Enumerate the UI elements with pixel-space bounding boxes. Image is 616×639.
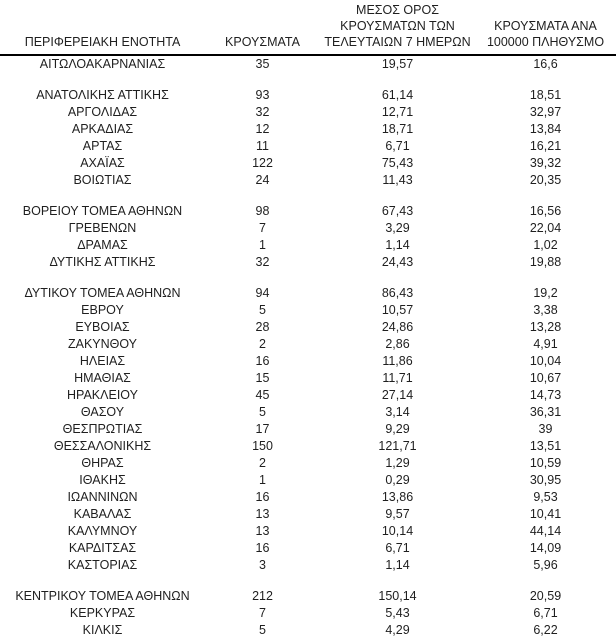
cell-cases-per-100k: 6,71 bbox=[533, 606, 558, 620]
column-header-regional-unit bbox=[0, 2, 205, 55]
table-row bbox=[0, 87, 616, 104]
cell-7day-average: 11,86 bbox=[382, 354, 413, 368]
cell-cases: 122 bbox=[252, 156, 273, 170]
cell-cases-per-100k: 20,59 bbox=[529, 589, 562, 603]
table-row bbox=[0, 237, 616, 254]
cell-7day-average: 86,43 bbox=[381, 286, 414, 300]
cell-cases: 15 bbox=[255, 371, 270, 385]
cell-cases-per-100k: 10,59 bbox=[529, 456, 562, 470]
cell-cases: 17 bbox=[255, 422, 270, 436]
cell-7day-average: 10,57 bbox=[381, 303, 414, 317]
table-row bbox=[0, 472, 616, 489]
cell-cases-per-100k: 30,95 bbox=[529, 473, 562, 487]
cell-regional-unit: ΘΑΣΟΥ bbox=[80, 405, 125, 419]
cell-regional-unit: ΖΑΚΥΝΘΟΥ bbox=[67, 337, 138, 351]
cell-regional-unit: ΗΡΑΚΛΕΙΟΥ bbox=[67, 388, 138, 402]
table-row bbox=[0, 121, 616, 138]
group-spacer-cell bbox=[0, 574, 616, 588]
cell-7day-average: 12,71 bbox=[381, 105, 414, 119]
cell-7day-average: 150,14 bbox=[378, 589, 417, 603]
table-row bbox=[0, 104, 616, 121]
cell-cases: 7 bbox=[259, 221, 266, 235]
cell-cases-per-100k: 10,41 bbox=[529, 507, 562, 521]
cell-7day-average: 9,29 bbox=[385, 422, 410, 436]
cell-regional-unit: ΔΥΤΙΚΟΥ ΤΟΜΕΑ ΑΘΗΝΩΝ bbox=[24, 286, 181, 300]
table-row bbox=[0, 421, 616, 438]
group-spacer-row bbox=[0, 189, 616, 203]
cell-regional-unit: ΑΝΑΤΟΛΙΚΗΣ ΑΤΤΙΚΗΣ bbox=[36, 88, 169, 102]
cell-regional-unit: ΚΕΡΚΥΡΑΣ bbox=[69, 606, 136, 620]
cell-cases-per-100k: 20,35 bbox=[529, 173, 562, 187]
column-header-cases-per-100k-line-1: ΚΡΟΥΣΜΑΤΑ ΑΝΑ bbox=[494, 19, 597, 33]
cell-cases-per-100k: 13,51 bbox=[529, 439, 562, 453]
cell-regional-unit: ΑΡΚΑΔΙΑΣ bbox=[71, 122, 134, 136]
cell-regional-unit: ΘΕΣΠΡΩΤΙΑΣ bbox=[62, 422, 143, 436]
cell-cases: 98 bbox=[255, 204, 270, 218]
column-header-cases-per-100k-line-2: 100000 ΠΛΗΘΥΣΜΟ bbox=[486, 35, 605, 49]
cell-7day-average: 6,71 bbox=[385, 541, 410, 555]
group-spacer-row bbox=[0, 73, 616, 87]
cell-cases: 94 bbox=[255, 286, 270, 300]
table-row bbox=[0, 557, 616, 574]
cell-cases-per-100k: 32,97 bbox=[529, 105, 562, 119]
table-row bbox=[0, 302, 616, 319]
cell-cases-per-100k: 6,22 bbox=[533, 623, 558, 637]
cell-regional-unit: ΚΑΡΔΙΤΣΑΣ bbox=[68, 541, 137, 555]
cell-regional-unit: ΑΡΓΟΛΙΔΑΣ bbox=[67, 105, 138, 119]
cell-cases: 93 bbox=[255, 88, 270, 102]
cell-cases-per-100k: 36,31 bbox=[529, 405, 562, 419]
cell-cases: 3 bbox=[259, 558, 266, 572]
cell-7day-average: 6,71 bbox=[385, 139, 410, 153]
cell-regional-unit: ΙΘΑΚΗΣ bbox=[79, 473, 126, 487]
cell-cases: 2 bbox=[259, 456, 266, 470]
cell-cases-per-100k: 3,38 bbox=[533, 303, 558, 317]
cell-cases: 16 bbox=[255, 354, 270, 368]
table-body bbox=[0, 55, 616, 639]
column-header-cases-label: ΚΡΟΥΣΜΑΤΑ bbox=[225, 35, 300, 49]
cell-regional-unit: ΑΧΑΪΑΣ bbox=[80, 156, 125, 170]
header-row bbox=[0, 2, 616, 55]
cell-7day-average: 3,14 bbox=[385, 405, 410, 419]
cell-regional-unit: ΑΡΤΑΣ bbox=[82, 139, 123, 153]
table-row bbox=[0, 55, 616, 73]
cell-7day-average: 121,71 bbox=[378, 439, 417, 453]
table-row bbox=[0, 540, 616, 557]
cell-regional-unit: ΚΕΝΤΡΙΚΟΥ ΤΟΜΕΑ ΑΘΗΝΩΝ bbox=[15, 589, 190, 603]
cell-7day-average: 1,14 bbox=[385, 558, 410, 572]
group-spacer-row bbox=[0, 271, 616, 285]
cell-cases: 13 bbox=[255, 507, 270, 521]
cell-regional-unit: ΚΑΒΑΛΑΣ bbox=[73, 507, 132, 521]
cell-7day-average: 27,14 bbox=[381, 388, 414, 402]
cell-regional-unit: ΑΙΤΩΛΟΑΚΑΡΝΑΝΙΑΣ bbox=[39, 57, 166, 71]
cell-regional-unit: ΚΙΛΚΙΣ bbox=[82, 623, 123, 637]
cell-cases: 7 bbox=[259, 606, 266, 620]
column-header-regional-unit-label: ΠΕΡΙΦΕΡΕΙΑΚΗ ΕΝΟΤΗΤΑ bbox=[24, 35, 181, 49]
cell-7day-average: 2,86 bbox=[385, 337, 410, 351]
cell-7day-average: 10,14 bbox=[381, 524, 414, 538]
cell-cases-per-100k: 13,84 bbox=[529, 122, 562, 136]
table-row bbox=[0, 254, 616, 271]
cell-cases-per-100k: 16,56 bbox=[529, 204, 562, 218]
cell-regional-unit: ΚΑΛΥΜΝΟΥ bbox=[67, 524, 138, 538]
cell-7day-average: 67,43 bbox=[381, 204, 414, 218]
cell-cases-per-100k: 44,14 bbox=[529, 524, 562, 538]
table-row bbox=[0, 155, 616, 172]
cases-by-regional-unit-table bbox=[0, 2, 616, 639]
table-row bbox=[0, 370, 616, 387]
cell-regional-unit: ΔΥΤΙΚΗΣ ΑΤΤΙΚΗΣ bbox=[49, 255, 156, 269]
table-row bbox=[0, 523, 616, 540]
cell-7day-average: 11,71 bbox=[382, 371, 413, 385]
cell-cases-per-100k: 14,09 bbox=[529, 541, 562, 555]
cell-7day-average: 1,14 bbox=[385, 238, 410, 252]
cell-cases: 13 bbox=[255, 524, 270, 538]
cell-7day-average: 11,43 bbox=[382, 173, 413, 187]
group-spacer-cell bbox=[0, 189, 616, 203]
cell-cases: 212 bbox=[252, 589, 273, 603]
cell-cases: 16 bbox=[255, 541, 270, 555]
table-row bbox=[0, 489, 616, 506]
cell-regional-unit: ΘΕΣΣΑΛΟΝΙΚΗΣ bbox=[53, 439, 152, 453]
cell-7day-average: 1,29 bbox=[385, 456, 410, 470]
group-spacer-cell bbox=[0, 73, 616, 87]
cell-regional-unit: ΕΒΡΟΥ bbox=[81, 303, 124, 317]
group-spacer-row bbox=[0, 574, 616, 588]
cell-cases: 150 bbox=[252, 439, 273, 453]
table-row bbox=[0, 220, 616, 237]
cell-regional-unit: ΕΥΒΟΙΑΣ bbox=[75, 320, 130, 334]
cell-regional-unit: ΔΡΑΜΑΣ bbox=[77, 238, 128, 252]
table-row bbox=[0, 622, 616, 639]
column-header-7day-average-line-3: ΤΕΛΕΥΤΑΙΩΝ 7 ΗΜΕΡΩΝ bbox=[324, 35, 471, 49]
cell-cases: 28 bbox=[255, 320, 270, 334]
cell-cases: 2 bbox=[259, 337, 266, 351]
cell-regional-unit: ΒΟΙΩΤΙΑΣ bbox=[73, 173, 132, 187]
cell-regional-unit: ΘΗΡΑΣ bbox=[81, 456, 124, 470]
cell-7day-average: 24,86 bbox=[381, 320, 414, 334]
cell-regional-unit: ΗΜΑΘΙΑΣ bbox=[74, 371, 131, 385]
column-header-cases-per-100k bbox=[475, 2, 616, 55]
column-header-7day-average-line-1: ΜΕΣΟΣ ΟΡΟΣ bbox=[356, 3, 439, 17]
cell-regional-unit: ΒΟΡΕΙΟΥ ΤΟΜΕΑ ΑΘΗΝΩΝ bbox=[22, 204, 183, 218]
table-header bbox=[0, 2, 616, 55]
group-spacer-cell bbox=[0, 271, 616, 285]
table-row bbox=[0, 336, 616, 353]
cell-cases: 5 bbox=[259, 405, 266, 419]
cell-7day-average: 3,29 bbox=[385, 221, 410, 235]
cell-7day-average: 24,43 bbox=[381, 255, 414, 269]
cell-cases-per-100k: 13,28 bbox=[529, 320, 562, 334]
cell-cases-per-100k: 4,91 bbox=[533, 337, 558, 351]
table-row bbox=[0, 387, 616, 404]
cell-cases-per-100k: 14,73 bbox=[529, 388, 562, 402]
cell-cases-per-100k: 16,21 bbox=[529, 139, 562, 153]
table-row bbox=[0, 404, 616, 421]
cell-cases: 12 bbox=[255, 122, 270, 136]
cell-7day-average: 0,29 bbox=[385, 473, 410, 487]
cell-cases: 1 bbox=[259, 238, 266, 252]
cell-cases-per-100k: 1,02 bbox=[533, 238, 558, 252]
cell-7day-average: 18,71 bbox=[381, 122, 414, 136]
table-row bbox=[0, 605, 616, 622]
cell-cases: 45 bbox=[255, 388, 270, 402]
cell-7day-average: 19,57 bbox=[381, 57, 414, 71]
cell-cases-per-100k: 19,88 bbox=[529, 255, 562, 269]
cell-7day-average: 9,57 bbox=[385, 507, 410, 521]
cell-cases-per-100k: 22,04 bbox=[529, 221, 562, 235]
cell-regional-unit: ΗΛΕΙΑΣ bbox=[79, 354, 126, 368]
cell-7day-average: 61,14 bbox=[381, 88, 414, 102]
table-row bbox=[0, 172, 616, 189]
cell-cases: 32 bbox=[255, 255, 270, 269]
table-row bbox=[0, 203, 616, 220]
cell-7day-average: 13,86 bbox=[381, 490, 414, 504]
table-row bbox=[0, 455, 616, 472]
column-header-cases bbox=[205, 2, 320, 55]
table-row bbox=[0, 506, 616, 523]
cell-cases: 16 bbox=[255, 490, 270, 504]
cell-cases-per-100k: 9,53 bbox=[533, 490, 558, 504]
table-row bbox=[0, 319, 616, 336]
cell-7day-average: 4,29 bbox=[385, 623, 410, 637]
cell-7day-average: 75,43 bbox=[381, 156, 414, 170]
cell-cases: 24 bbox=[255, 173, 270, 187]
table-row bbox=[0, 353, 616, 370]
cell-cases: 5 bbox=[259, 623, 266, 637]
table-row bbox=[0, 285, 616, 302]
cell-regional-unit: ΚΑΣΤΟΡΙΑΣ bbox=[67, 558, 138, 572]
cell-cases-per-100k: 16,6 bbox=[533, 57, 558, 71]
column-header-7day-average bbox=[320, 2, 475, 55]
cell-regional-unit: ΓΡΕΒΕΝΩΝ bbox=[68, 221, 137, 235]
cell-regional-unit: ΙΩΑΝΝΙΝΩΝ bbox=[67, 490, 138, 504]
cell-cases-per-100k: 39,32 bbox=[529, 156, 562, 170]
table-row bbox=[0, 138, 616, 155]
cell-7day-average: 5,43 bbox=[385, 606, 410, 620]
cell-cases-per-100k: 10,67 bbox=[529, 371, 562, 385]
column-header-7day-average-line-2: ΚΡΟΥΣΜΑΤΩΝ ΤΩΝ bbox=[340, 19, 455, 33]
cell-cases-per-100k: 39 bbox=[538, 422, 553, 436]
cell-cases: 32 bbox=[255, 105, 270, 119]
cell-cases: 11 bbox=[256, 139, 269, 153]
cell-cases-per-100k: 5,96 bbox=[533, 558, 558, 572]
cell-cases-per-100k: 19,2 bbox=[533, 286, 558, 300]
cell-cases: 1 bbox=[259, 473, 266, 487]
cell-cases: 5 bbox=[259, 303, 266, 317]
cell-cases-per-100k: 18,51 bbox=[529, 88, 562, 102]
table-row bbox=[0, 588, 616, 605]
table-row bbox=[0, 438, 616, 455]
cell-cases: 35 bbox=[255, 57, 270, 71]
cell-cases-per-100k: 10,04 bbox=[529, 354, 562, 368]
